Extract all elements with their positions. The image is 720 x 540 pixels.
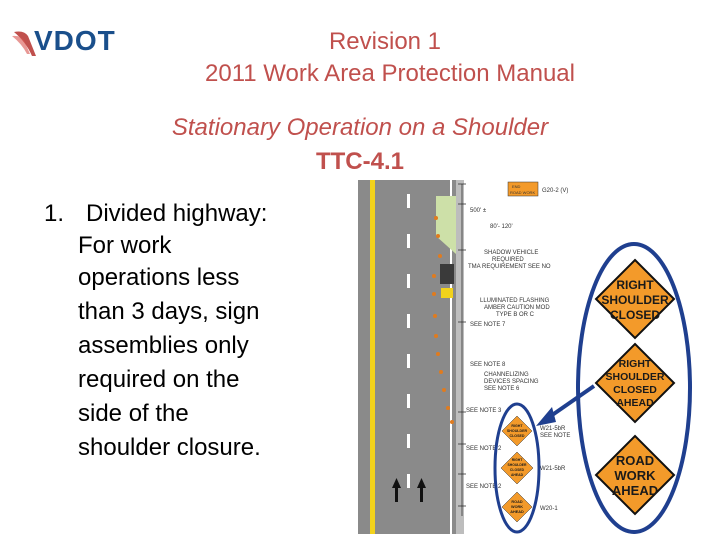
svg-text:SHOULDER: SHOULDER [506,429,528,433]
note-g20-2: G20-2 (V) [542,188,569,194]
note-flashing: TYPE B OR C [496,312,535,318]
svg-text:AHEAD: AHEAD [616,397,654,409]
note-2b: SEE NOTE 2 [466,484,502,490]
svg-text:CLOSED: CLOSED [509,468,525,472]
note-2a: SEE NOTE 2 [466,446,502,452]
svg-text:SHOULDER: SHOULDER [605,371,665,383]
svg-text:RIGHT: RIGHT [511,424,523,428]
note-w20-1: W20-1 [540,506,558,512]
small-sign-right-shoulder-closed-ahead [501,452,533,484]
svg-text:AHEAD: AHEAD [510,473,524,477]
note-w21: SEE NOTE [540,433,571,439]
work-zone-diagram [340,176,580,536]
svg-text:WORK: WORK [614,468,656,483]
list-item-number: 1. [44,200,65,227]
note-channelizing: DEVICES SPACING [484,379,539,385]
large-sign-right-shoulder-closed [594,258,676,340]
sign-text: END [512,184,521,189]
logo-text: VDOT [34,25,116,56]
sign-text: ROAD WORK [510,190,536,195]
body-line: side of the [78,400,189,427]
note-8: SEE NOTE 8 [470,362,506,368]
note-3: SEE NOTE 3 [466,408,502,414]
vdot-logo [10,20,120,60]
svg-text:RIGHT: RIGHT [618,358,652,370]
svg-text:RIGHT: RIGHT [616,278,654,292]
note-w21: W21-5bR [540,426,566,432]
body-line: required on the [78,366,240,393]
title-line-1: Revision 1 [328,28,442,55]
note-80-120: 80'- 120' [490,224,513,230]
svg-text:AHEAD: AHEAD [611,483,659,498]
svg-text:ROAD: ROAD [511,500,523,504]
body-line: than 3 days, sign [78,298,260,325]
svg-text:SHOULDER: SHOULDER [507,463,527,467]
title-line-2: 2011 Work Area Protection Manual [205,60,575,87]
note-500: 500' ± [470,208,487,214]
svg-text:RIGHT: RIGHT [511,458,523,462]
svg-text:ROAD: ROAD [615,453,655,468]
subtitle-line-1: Stationary Operation on a Shoulder [171,114,549,141]
body-line: assemblies only [78,332,249,359]
note-shadow: TMA REQUIREMENT SEE NO [468,264,551,270]
edge-line-yellow [370,180,375,534]
large-sign-right-shoulder-closed-ahead [594,342,676,424]
note-channelizing: SEE NOTE 6 [484,386,520,392]
svg-text:CLOSED: CLOSED [613,384,657,396]
small-sign-road-work-ahead [502,492,532,522]
note-channelizing: CHANNELIZING [484,372,529,378]
large-sign-road-work-ahead [594,434,676,516]
shoulder [456,180,464,534]
list-item-heading: Divided highway: [86,200,268,227]
svg-text:WORK: WORK [510,505,524,509]
note-flashing: AMBER CAUTION MOD [484,305,550,311]
svg-text:AHEAD: AHEAD [510,510,524,514]
svg-text:CLOSED: CLOSED [509,434,525,438]
note-shadow: SHADOW VEHICLE [484,250,539,256]
body-line: For work [78,232,172,259]
body-line: shoulder closure. [78,434,261,461]
note-shadow: REQUIRED [492,257,524,263]
svg-text:CLOSED: CLOSED [609,308,661,322]
subtitle-line-2: TTC-4.1 [315,148,404,175]
small-sign-right-shoulder-closed [502,416,532,446]
svg-text:SHOULDER: SHOULDER [601,293,669,307]
note-7: SEE NOTE 7 [470,322,506,328]
body-line: operations less [78,264,240,291]
note-flashing: LLUMINATED FLASHING [480,298,550,304]
note-w21-2: W21-5bR [540,466,566,472]
